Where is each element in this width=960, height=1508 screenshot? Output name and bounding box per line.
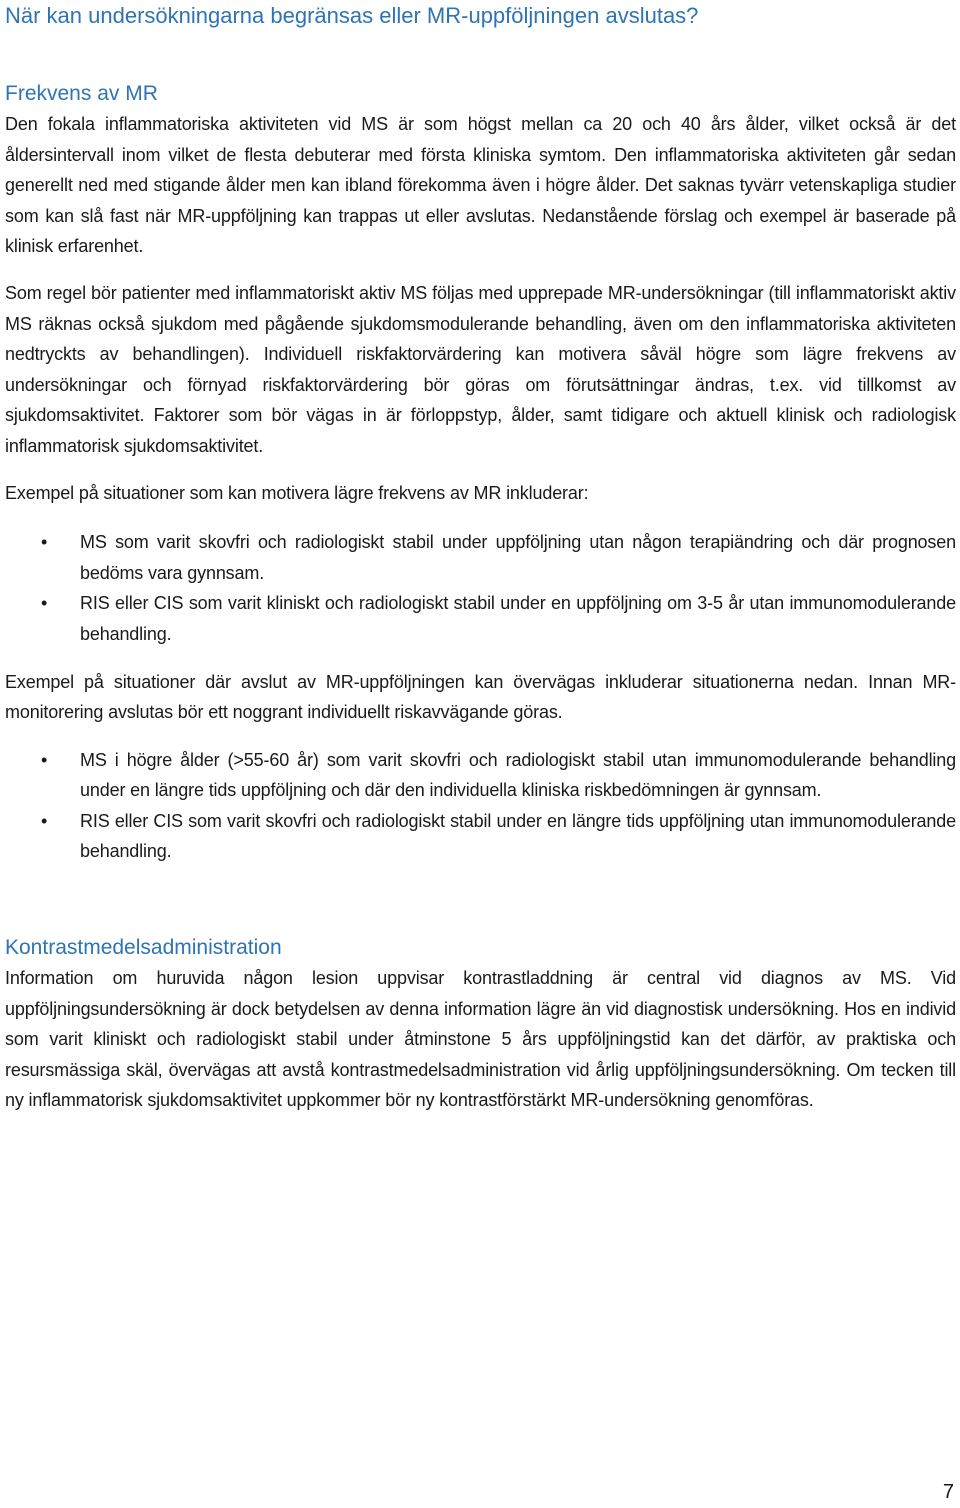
bullet-icon: • xyxy=(41,749,48,770)
bullet-icon: • xyxy=(41,593,48,614)
paragraph-frekvens-1: Den fokala inflammatoriska aktiviteten vid MS är som högst mellan ca 20 och 40 års ålder, vilket också är det åldersintervall inom vilket de flesta debuterar med första kliniska symtom. Den inflammatoriska aktiviteten går sedan generellt ned med stigande ålder men kan ibland förekomma även i högre ålder. Det saknas tyvärr vetenskapliga studier som kan slå fast när MR-uppföljning kan trappas ut eller avslutas. Nedanstående förslag och exempel är baserade på klinisk erfarenhet. xyxy=(5,114,956,257)
spacer xyxy=(5,508,956,527)
page-title: När kan undersökningarna begränsas eller MR-uppföljningen avslutas? xyxy=(5,3,699,28)
list-item-text: MS i högre ålder (>55-60 år) som varit skovfri och radiologiskt stabil utan immunomodulerande behandling under en längre tids uppföljning och där den individuella kliniska riskbedömningen är gynnsam. xyxy=(80,749,956,801)
list-item xyxy=(5,588,956,649)
spacer xyxy=(5,31,956,79)
paragraph-intro-lower-frequency: Exempel på situationer som kan motivera lägre frekvens av MR inkluderar: xyxy=(5,482,589,503)
paragraph-frekvens-2: Som regel bör patienter med inflammatoriskt aktiv MS följas med upprepade MR-undersökningar (till inflammatoriskt aktiv MS räknas också sjukdom med pågående sjukdomsmodulerande behandling, även om den inflammatoriska aktiviteten nedtryckts av behandlingen). Individuell riskfaktorvärdering kan motivera såväl högre som lägre frekvens av undersökningar och förnyad riskfaktorvärdering bör göras om förutsättningar ändras, t.ex. vid tillkomst av sjukdomsaktivitet. Faktorer som bör vägas in är förloppstyp, ålder, samt tidigare och aktuell klinisk och radiologisk inflammatorisk sjukdomsaktivitet. xyxy=(5,282,956,456)
list-end-followup xyxy=(5,745,956,867)
list-item xyxy=(5,806,956,867)
bullet-icon: • xyxy=(41,532,48,553)
section-title-kontrast: Kontrastmedelsadministration xyxy=(5,936,282,960)
paragraph-intro-end-followup: Exempel på situationer där avslut av MR-uppföljningen kan övervägas inkluderar situationerna nedan. Innan MR-monitorering avslutas bör ett noggrant individuellt riskavvägande göras. xyxy=(5,671,956,723)
list-item xyxy=(5,527,956,588)
bullet-icon: • xyxy=(41,810,48,831)
list-item-text: RIS eller CIS som varit kliniskt och radiologiskt stabil under en uppföljning om 3-5 år utan immunomodulerande behandling. xyxy=(80,593,956,644)
page-number: 7 xyxy=(942,1481,954,1503)
spacer xyxy=(5,867,956,933)
list-item xyxy=(5,745,956,806)
spacer xyxy=(5,650,956,667)
list-item-text: MS som varit skovfri och radiologiskt stabil under uppföljning utan någon terapiändring och där prognosen bedöms vara gynnsam. xyxy=(80,532,956,583)
spacer xyxy=(5,728,956,745)
list-item-text: RIS eller CIS som varit skovfri och radiologiskt stabil under en längre tids uppföljning utan immunomodulerande behandling. xyxy=(80,810,956,862)
spacer xyxy=(5,262,956,278)
paragraph-kontrast: Information om huruvida någon lesion uppvisar kontrastladdning är central vid diagnos av MS. Vid uppföljningsundersökning är dock betydelsen av denna information lägre än vid diagnostisk undersökning. Hos en individ som varit kliniskt och radiologiskt stabil under åtminstone 5 års uppföljningstid kan det därför, av praktiska och resursmässiga skäl, övervägas att avstå kontrastmedelsadministration vid årlig uppföljningsundersökning. Om tecken till ny inflammatorisk sjukdomsaktivitet uppkommer bör ny kontrastförstärkt MR-undersökning genomföras. xyxy=(5,968,956,1111)
spacer xyxy=(5,462,956,478)
document-page xyxy=(5,0,956,1116)
list-lower-frequency xyxy=(5,527,956,649)
section-title-frekvens: Frekvens av MR xyxy=(5,82,158,105)
